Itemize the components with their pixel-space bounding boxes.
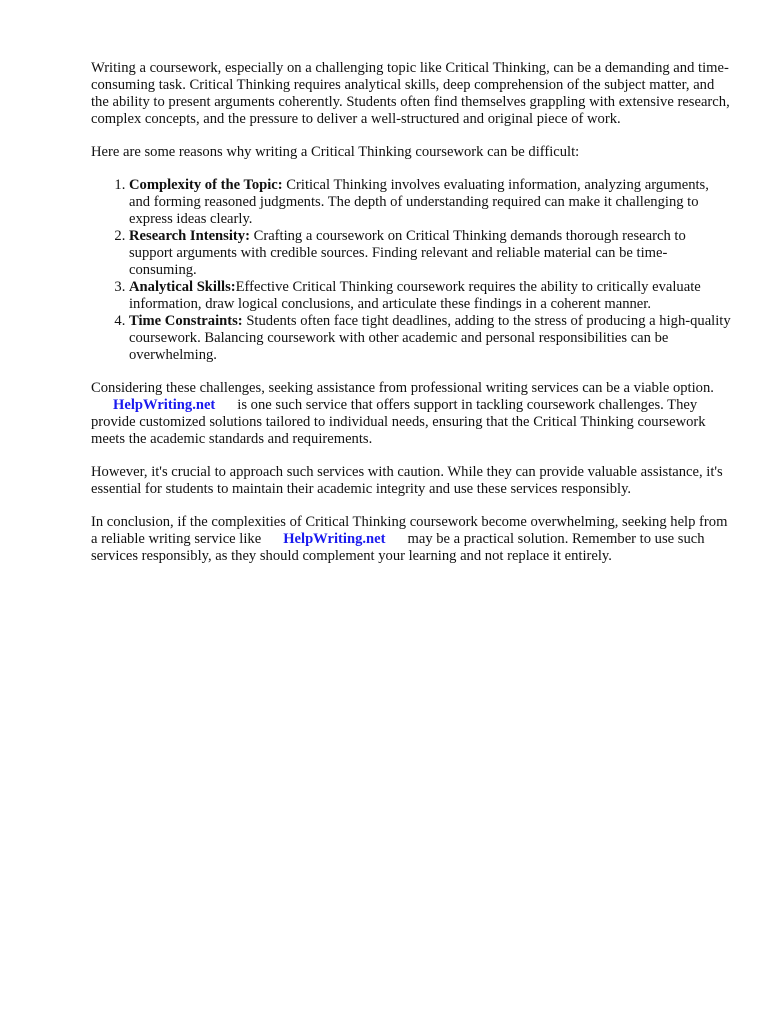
conclusion-text-before: In conclusion, if the complexities of Critical Thinking coursework become overwhelming, seeking help from a reliable writing service like <box>91 514 728 547</box>
list-item <box>129 279 731 313</box>
reasons-lead-paragraph: Here are some reasons why writing a Critical Thinking coursework can be difficult: <box>91 144 580 160</box>
considering-paragraph <box>91 380 731 448</box>
list-item <box>129 228 731 279</box>
reason-text: Students often face tight deadlines, adding to the stress of producing a high-quality coursework. Balancing coursework with other academic and personal responsibilities can be overwhelming. <box>129 313 731 363</box>
reason-text: Crafting a coursework on Critical Thinking demands thorough research to support arguments with credible sources. Finding relevant and reliable material can be time-consuming. <box>129 228 686 278</box>
conclusion-text-after: may be a practical solution. Remember to use such services responsibly, as they should complement your learning and not replace it entirely. <box>91 531 705 564</box>
helpwriting-link[interactable]: HelpWriting.net <box>113 397 216 413</box>
intro-paragraph: Writing a coursework, especially on a challenging topic like Critical Thinking, can be a demanding and time-consuming task. Critical Thinking requires analytical skills, deep comprehension of the subject matter, and the ability to present arguments coherently. Students often find themselves grappling with extensive research, complex concepts, and the pressure to deliver a well-structured and original piece of work. <box>91 60 730 127</box>
considering-text-before: Considering these challenges, seeking assistance from professional writing services can be a viable option. <box>91 380 714 396</box>
reasons-list <box>91 177 731 364</box>
list-item <box>129 177 731 228</box>
however-paragraph: However, it's crucial to approach such services with caution. While they can provide valuable assistance, it's essential for students to maintain their academic integrity and use these services responsibly. <box>91 464 723 497</box>
document-body <box>91 60 731 581</box>
reason-text: Effective Critical Thinking coursework requires the ability to critically evaluate information, draw logical conclusions, and articulate these findings in a coherent manner. <box>129 279 701 312</box>
reason-text: Critical Thinking involves evaluating information, analyzing arguments, and forming reasoned judgments. The depth of understanding required can make it challenging to express ideas clearly. <box>129 177 709 227</box>
helpwriting-link[interactable]: HelpWriting.net <box>283 531 386 547</box>
reason-term: Time Constraints: <box>129 313 243 329</box>
conclusion-paragraph <box>91 514 731 565</box>
considering-text-after: is one such service that offers support in tackling coursework challenges. They provide customized solutions tailored to individual needs, ensuring that the Critical Thinking coursework meets the academic standards and requirements. <box>91 397 706 447</box>
list-item <box>129 313 731 364</box>
reason-term: Complexity of the Topic: <box>129 177 283 193</box>
reason-term: Analytical Skills: <box>129 279 236 295</box>
reason-term: Research Intensity: <box>129 228 250 244</box>
